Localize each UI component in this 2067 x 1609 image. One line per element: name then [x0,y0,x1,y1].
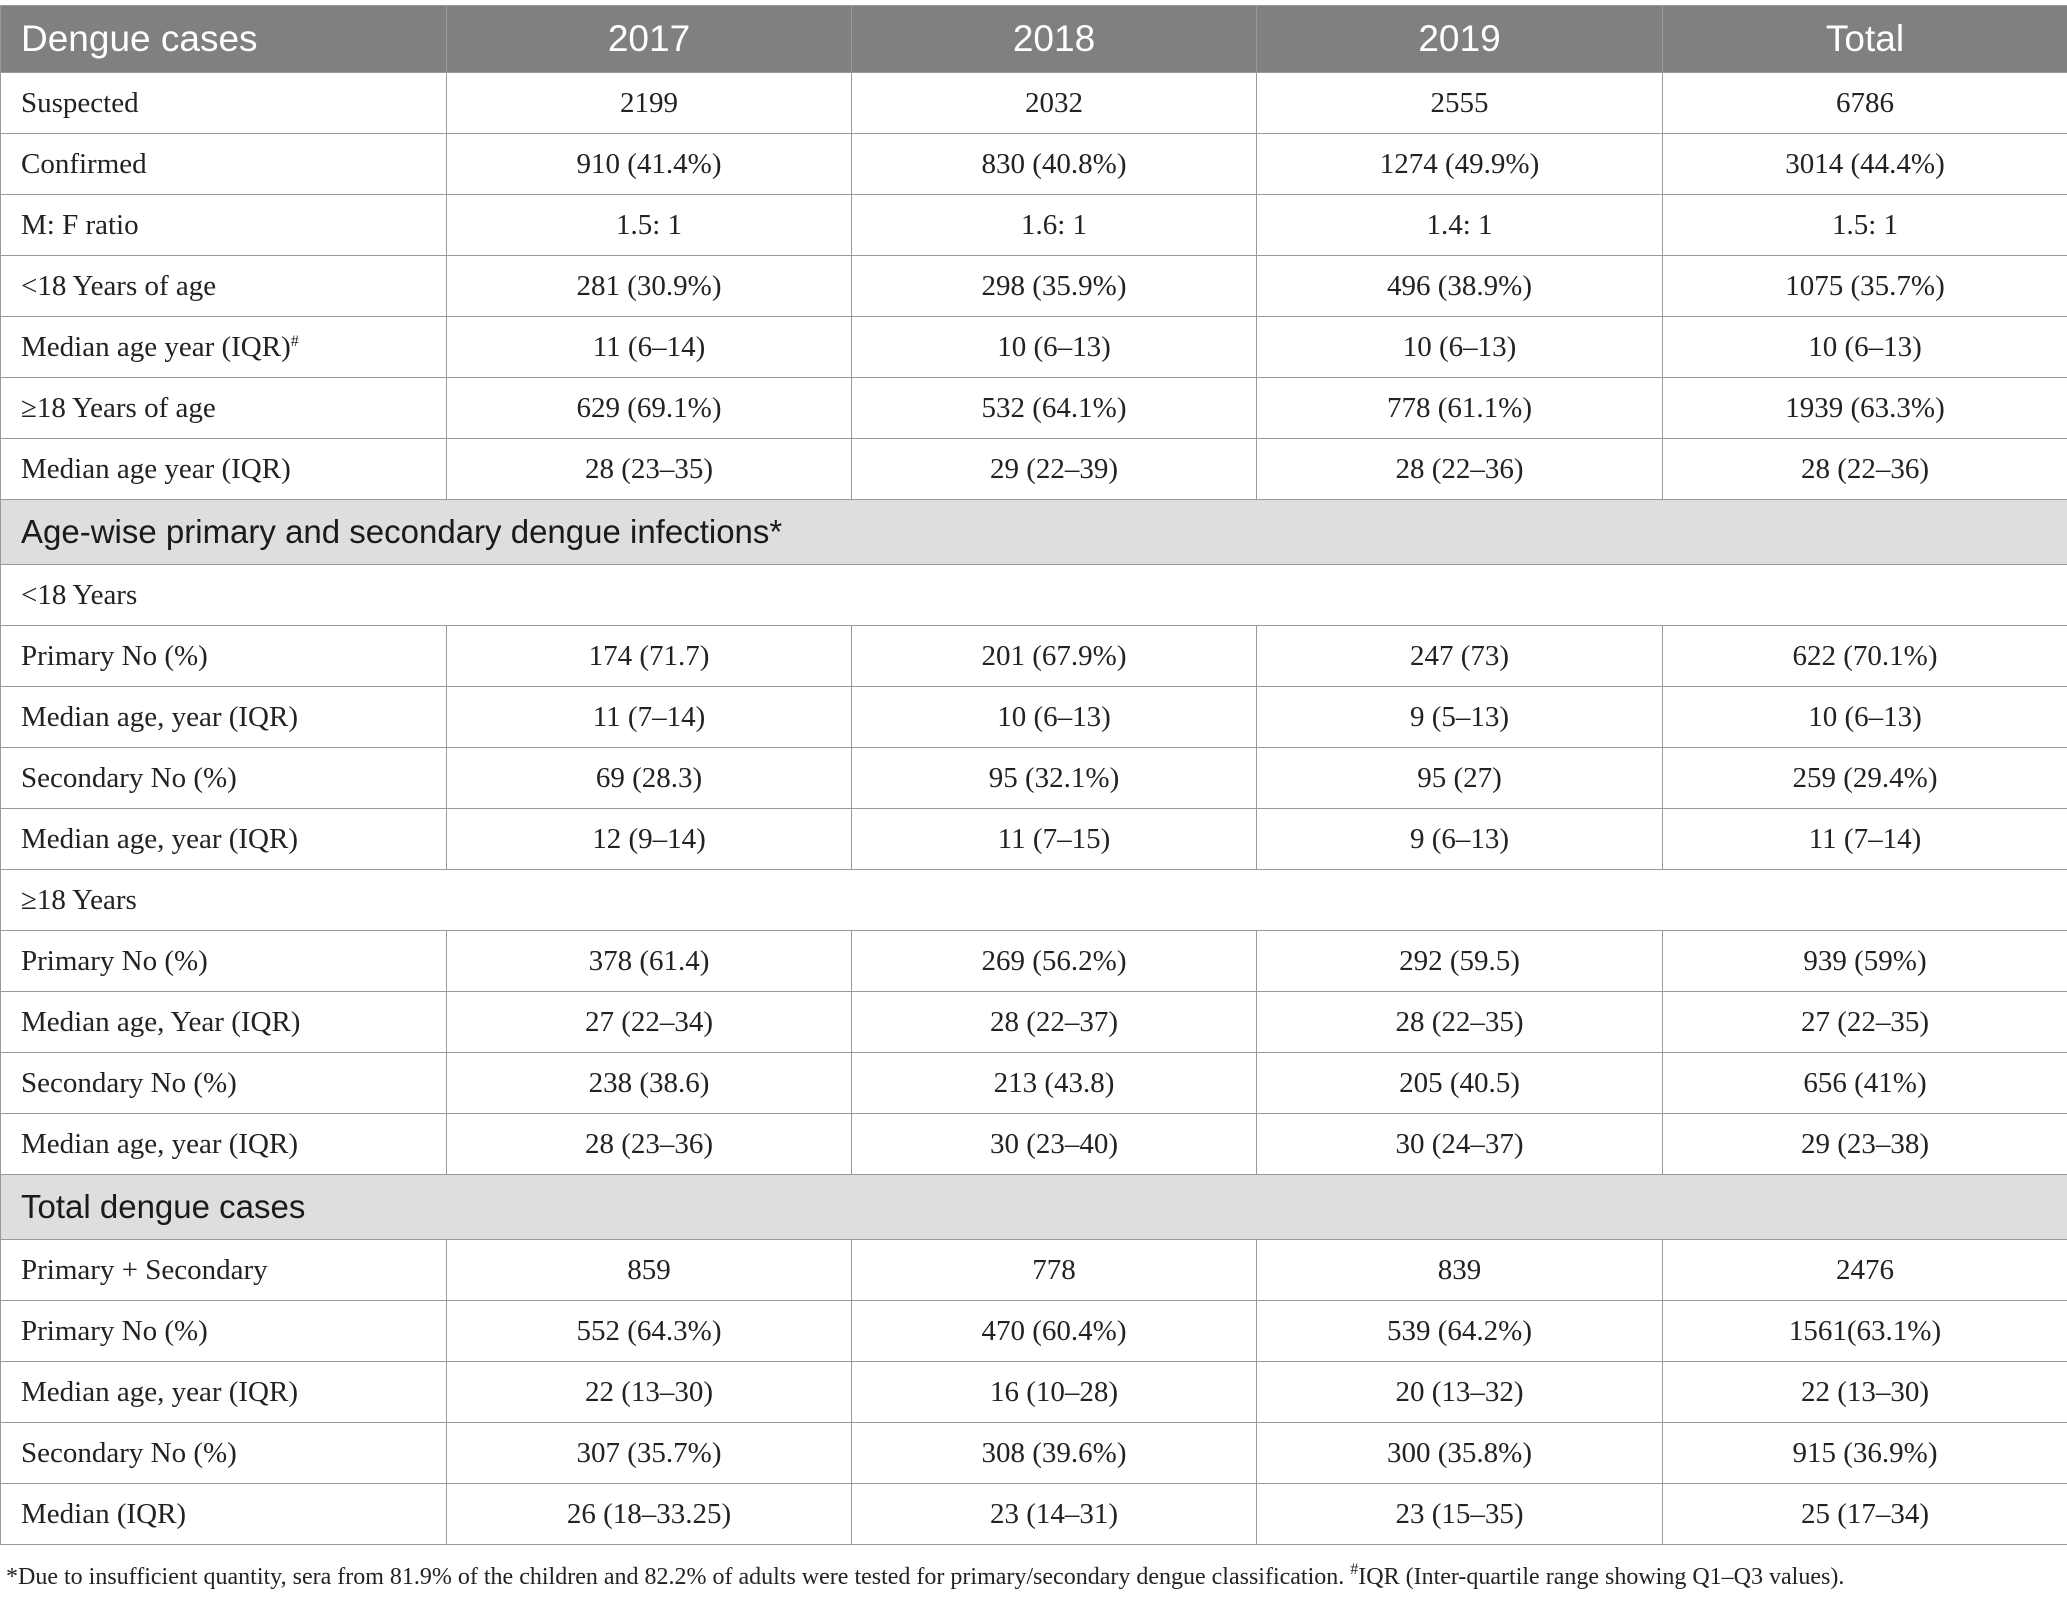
table-row [1,809,2067,870]
cell-2017: 281 (30.9%) [447,256,852,317]
cell-2019: 1274 (49.9%) [1257,134,1663,195]
dengue-cases-table [0,5,2067,1545]
subsection-row [1,565,2067,626]
cell-2018: 16 (10–28) [852,1362,1257,1423]
header-year-2017: 2017 [447,6,852,73]
row-label: Primary No (%) [1,626,447,687]
table-row [1,1362,2067,1423]
cell-total: 28 (22–36) [1663,439,2067,500]
row-label: Median age, Year (IQR) [1,992,447,1053]
row-label: Confirmed [1,134,447,195]
cell-2018: 11 (7–15) [852,809,1257,870]
cell-2018: 28 (22–37) [852,992,1257,1053]
table-row [1,1053,2067,1114]
row-label: Median age, year (IQR) [1,809,447,870]
table-row [1,931,2067,992]
cell-2019: 778 (61.1%) [1257,378,1663,439]
row-label: M: F ratio [1,195,447,256]
cell-2017: 11 (7–14) [447,687,852,748]
cell-total: 656 (41%) [1663,1053,2067,1114]
cell-total: 11 (7–14) [1663,809,2067,870]
table-row [1,687,2067,748]
subsection-title-adults: ≥18 Years [1,870,2067,931]
table-row [1,439,2067,500]
cell-2017: 12 (9–14) [447,809,852,870]
cell-2019: 496 (38.9%) [1257,256,1663,317]
cell-total: 259 (29.4%) [1663,748,2067,809]
header-year-2018: 2018 [852,6,1257,73]
table-row [1,378,2067,439]
cell-2019: 539 (64.2%) [1257,1301,1663,1362]
cell-2019: 205 (40.5) [1257,1053,1663,1114]
cell-total: 6786 [1663,73,2067,134]
table-row [1,748,2067,809]
cell-2018: 269 (56.2%) [852,931,1257,992]
cell-2017: 28 (23–36) [447,1114,852,1175]
row-label: Suspected [1,73,447,134]
row-label: Secondary No (%) [1,748,447,809]
row-label: Secondary No (%) [1,1423,447,1484]
cell-2017: 1.5: 1 [447,195,852,256]
cell-2017: 28 (23–35) [447,439,852,500]
cell-total: 622 (70.1%) [1663,626,2067,687]
cell-2017: 69 (28.3) [447,748,852,809]
cell-2017: 629 (69.1%) [447,378,852,439]
footnote-marker: # [290,332,299,350]
table-row [1,195,2067,256]
cell-total: 1.5: 1 [1663,195,2067,256]
cell-2017: 174 (71.7) [447,626,852,687]
cell-total: 915 (36.9%) [1663,1423,2067,1484]
cell-2018: 1.6: 1 [852,195,1257,256]
cell-2018: 23 (14–31) [852,1484,1257,1545]
cell-2017: 26 (18–33.25) [447,1484,852,1545]
table-row [1,256,2067,317]
header-dengue-cases: Dengue cases [1,6,447,73]
cell-2019: 10 (6–13) [1257,317,1663,378]
table-row [1,317,2067,378]
cell-2018: 308 (39.6%) [852,1423,1257,1484]
table-row [1,1301,2067,1362]
cell-2018: 470 (60.4%) [852,1301,1257,1362]
cell-2017: 11 (6–14) [447,317,852,378]
cell-2017: 910 (41.4%) [447,134,852,195]
cell-total: 10 (6–13) [1663,687,2067,748]
table-footnote [6,1561,1844,1591]
row-label: Primary No (%) [1,931,447,992]
row-label: ≥18 Years of age [1,378,447,439]
cell-2019: 1.4: 1 [1257,195,1663,256]
cell-2018: 213 (43.8) [852,1053,1257,1114]
cell-2018: 95 (32.1%) [852,748,1257,809]
cell-2017: 27 (22–34) [447,992,852,1053]
table-row [1,1423,2067,1484]
subsection-row [1,870,2067,931]
cell-2018: 30 (23–40) [852,1114,1257,1175]
cell-2019: 95 (27) [1257,748,1663,809]
section-title-total: Total dengue cases [1,1175,2067,1240]
table-row [1,626,2067,687]
cell-2019: 28 (22–36) [1257,439,1663,500]
footnote-marker: # [1350,1561,1359,1578]
header-total: Total [1663,6,2067,73]
cell-2017: 378 (61.4) [447,931,852,992]
cell-2019: 9 (5–13) [1257,687,1663,748]
cell-2019: 23 (15–35) [1257,1484,1663,1545]
table-row [1,73,2067,134]
cell-2018: 10 (6–13) [852,687,1257,748]
cell-total: 22 (13–30) [1663,1362,2067,1423]
cell-2019: 247 (73) [1257,626,1663,687]
table-row [1,992,2067,1053]
cell-2019: 2555 [1257,73,1663,134]
cell-total: 10 (6–13) [1663,317,2067,378]
row-label: <18 Years of age [1,256,447,317]
row-label: Median age year (IQR) [1,439,447,500]
cell-2018: 778 [852,1240,1257,1301]
cell-total: 1939 (63.3%) [1663,378,2067,439]
cell-total: 27 (22–35) [1663,992,2067,1053]
row-label-text: Median age year (IQR) [21,330,291,363]
cell-2018: 10 (6–13) [852,317,1257,378]
cell-2017: 22 (13–30) [447,1362,852,1423]
row-label: Median age, year (IQR) [1,1114,447,1175]
cell-total: 939 (59%) [1663,931,2067,992]
cell-2019: 300 (35.8%) [1257,1423,1663,1484]
cell-total: 3014 (44.4%) [1663,134,2067,195]
cell-total: 1561(63.1%) [1663,1301,2067,1362]
cell-2019: 28 (22–35) [1257,992,1663,1053]
row-label: Median age, year (IQR) [1,1362,447,1423]
cell-2018: 532 (64.1%) [852,378,1257,439]
cell-2018: 298 (35.9%) [852,256,1257,317]
cell-total: 29 (23–38) [1663,1114,2067,1175]
table-row [1,1484,2067,1545]
cell-2017: 859 [447,1240,852,1301]
footnote-text-b: IQR (Inter-quartile range showing Q1–Q3 values). [1358,1564,1845,1590]
cell-2019: 292 (59.5) [1257,931,1663,992]
cell-2019: 839 [1257,1240,1663,1301]
section-header-row [1,1175,2067,1240]
cell-2018: 29 (22–39) [852,439,1257,500]
table-header-row [1,6,2067,73]
table-row [1,1240,2067,1301]
cell-2019: 9 (6–13) [1257,809,1663,870]
row-label: Secondary No (%) [1,1053,447,1114]
cell-total: 25 (17–34) [1663,1484,2067,1545]
table-row [1,134,2067,195]
table-row [1,1114,2067,1175]
cell-total: 2476 [1663,1240,2067,1301]
row-label: Primary + Secondary [1,1240,447,1301]
cell-2018: 2032 [852,73,1257,134]
subsection-title-under-18: <18 Years [1,565,2067,626]
row-label [1,317,447,378]
cell-2018: 201 (67.9%) [852,626,1257,687]
cell-2017: 307 (35.7%) [447,1423,852,1484]
cell-2019: 30 (24–37) [1257,1114,1663,1175]
section-header-row [1,500,2067,565]
section-title-agewise: Age-wise primary and secondary dengue infections* [1,500,2067,565]
cell-2017: 238 (38.6) [447,1053,852,1114]
header-year-2019: 2019 [1257,6,1663,73]
cell-total: 1075 (35.7%) [1663,256,2067,317]
row-label: Median (IQR) [1,1484,447,1545]
footnote-text-a: *Due to insufficient quantity, sera from 81.9% of the children and 82.2% of adults were tested for primary/secondary dengue classification. [6,1564,1351,1590]
cell-2017: 2199 [447,73,852,134]
cell-2019: 20 (13–32) [1257,1362,1663,1423]
row-label: Median age, year (IQR) [1,687,447,748]
row-label: Primary No (%) [1,1301,447,1362]
cell-2018: 830 (40.8%) [852,134,1257,195]
cell-2017: 552 (64.3%) [447,1301,852,1362]
